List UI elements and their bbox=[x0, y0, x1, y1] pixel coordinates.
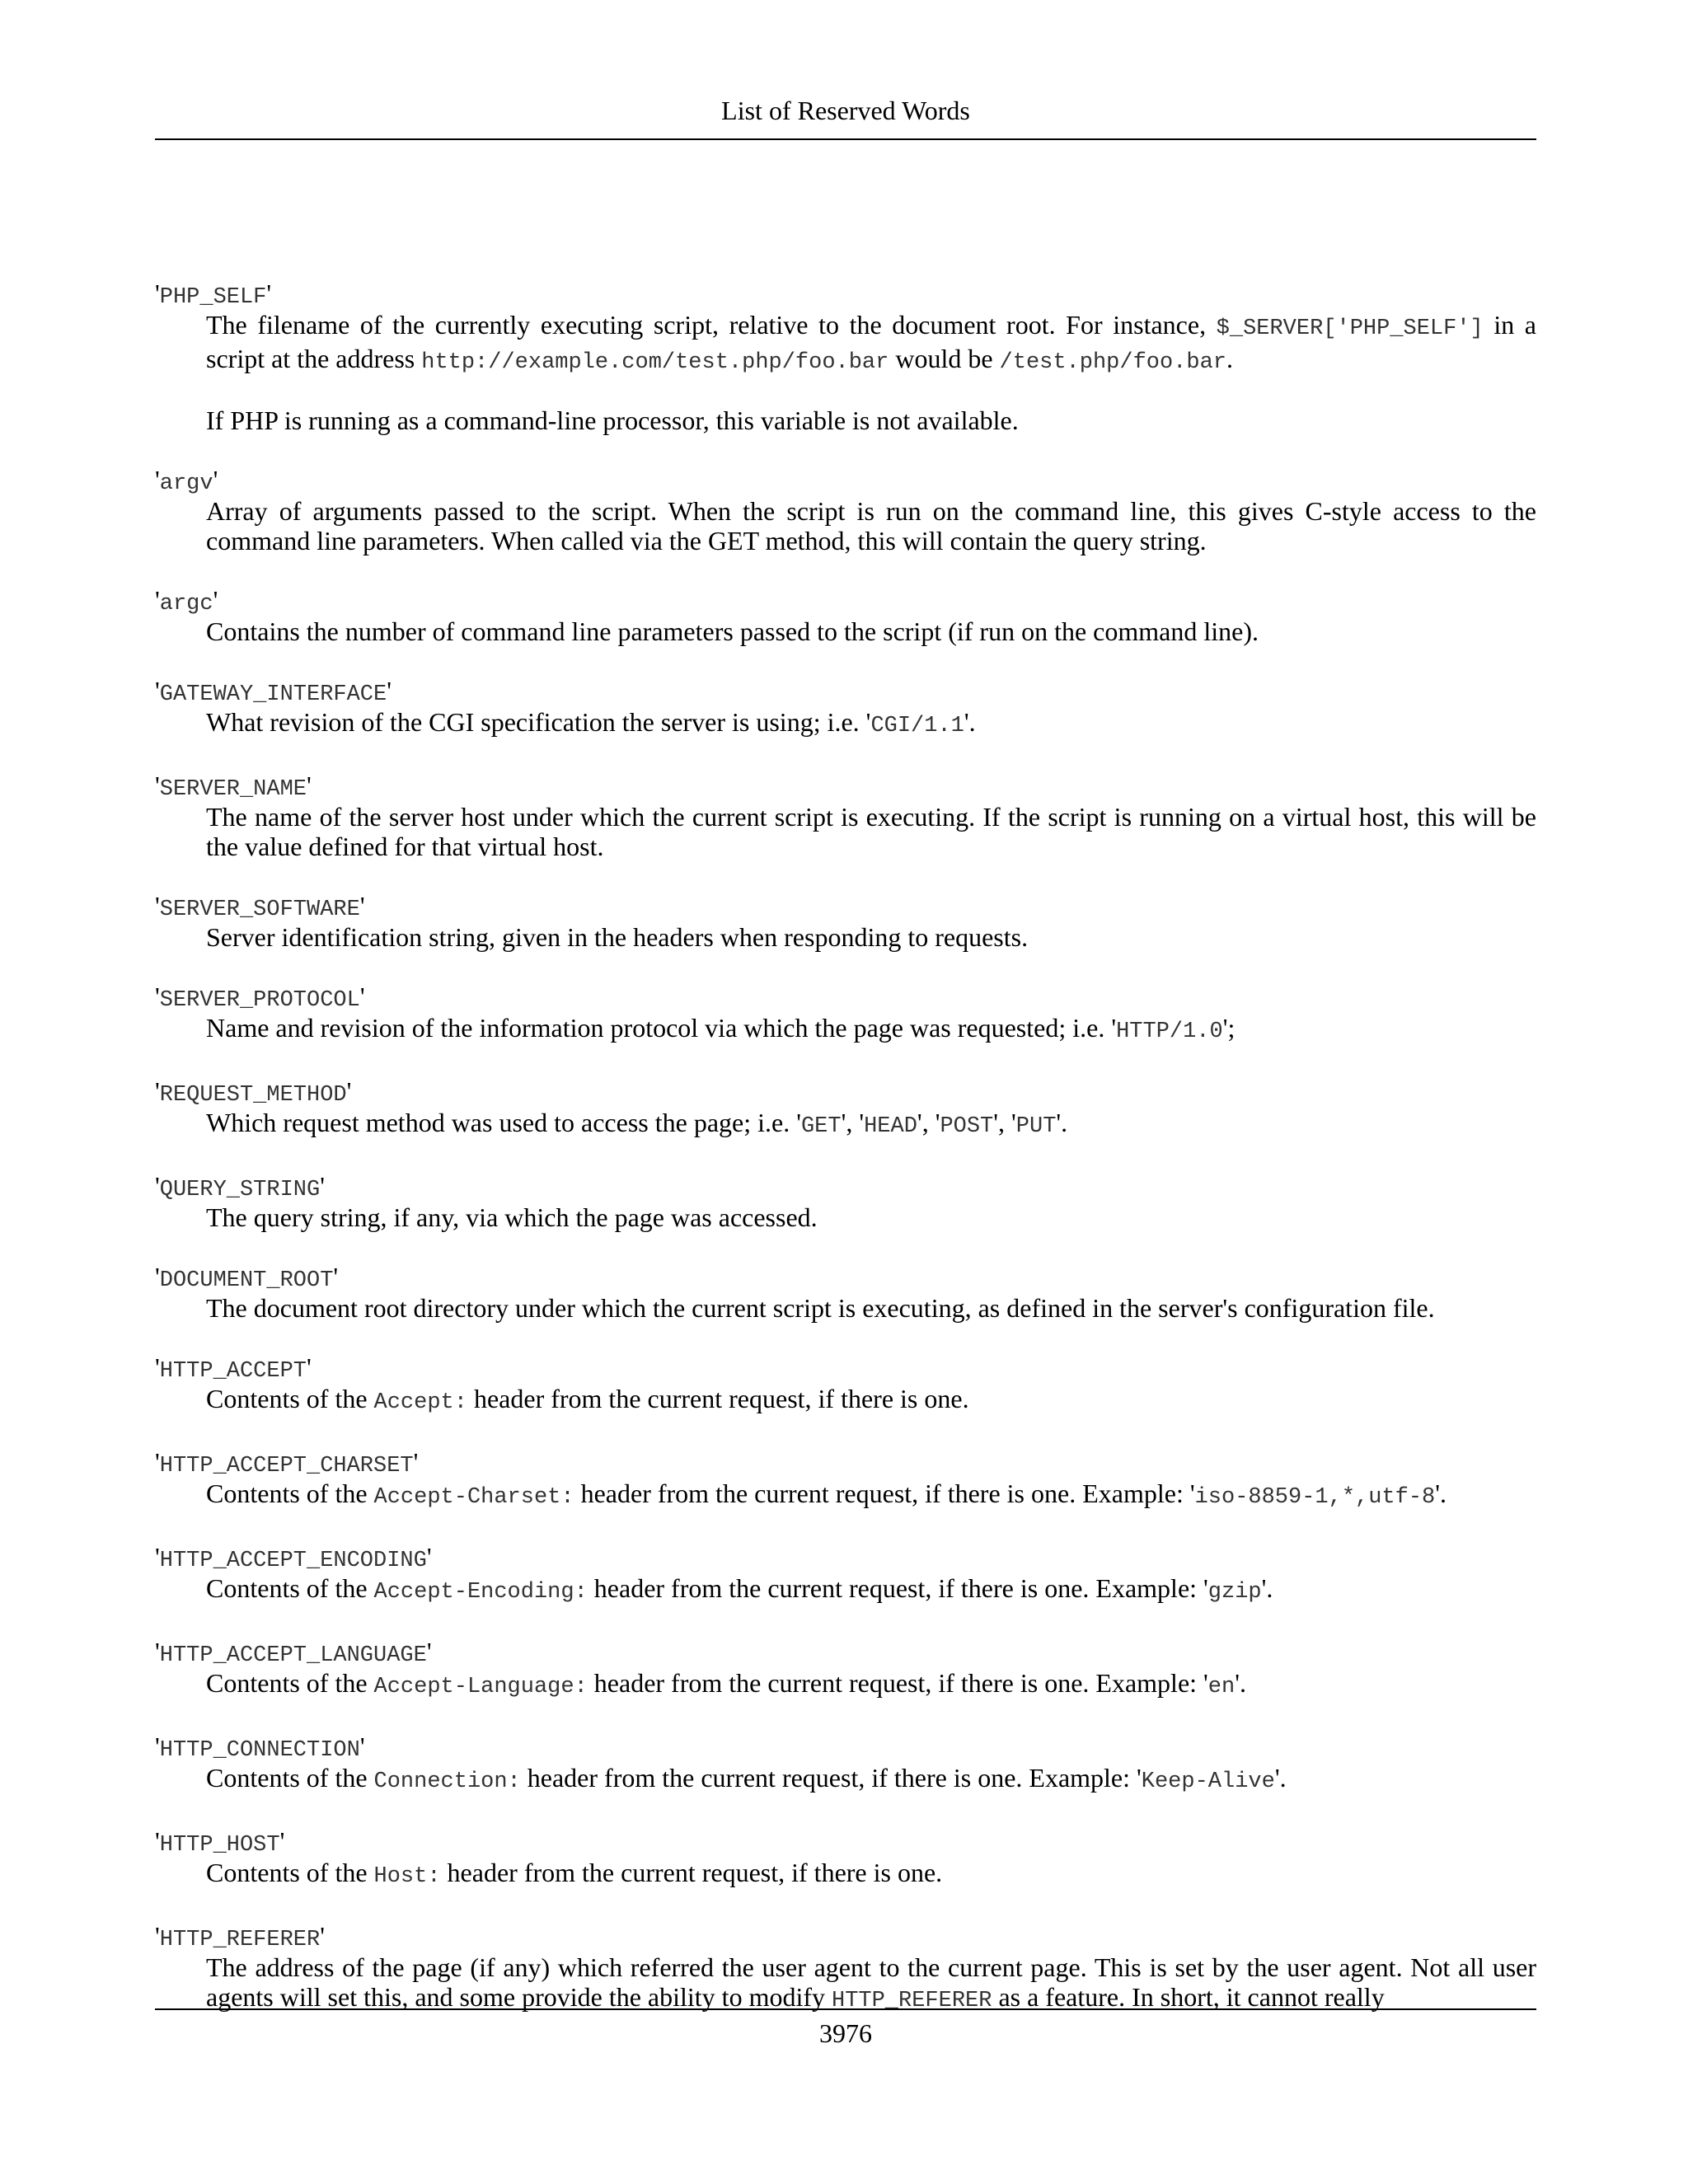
inline-code: POST bbox=[940, 1114, 994, 1139]
variable-entry bbox=[155, 1351, 1536, 1418]
inline-code: gzip bbox=[1207, 1580, 1262, 1605]
page-number: 3976 bbox=[819, 2018, 872, 2048]
inline-code: /test.php/foo.bar bbox=[999, 350, 1226, 375]
description-text: header from the current request, if there is one. bbox=[467, 1384, 969, 1413]
variable-description bbox=[206, 496, 1536, 555]
variable-entry bbox=[155, 674, 1536, 741]
inline-code: Host: bbox=[373, 1864, 441, 1889]
description-text: would be bbox=[889, 344, 1000, 373]
variable-name: SERVER_PROTOCOL bbox=[159, 988, 360, 1013]
description-text: ', ' bbox=[917, 1108, 940, 1137]
description-paragraph bbox=[206, 707, 1536, 741]
variable-description bbox=[206, 707, 1536, 741]
inline-code: Accept: bbox=[373, 1390, 467, 1415]
inline-code: CGI/1.1 bbox=[870, 714, 964, 738]
description-paragraph bbox=[206, 1763, 1536, 1797]
description-text: Array of arguments passed to the script. When the script is run on the command line, this gives C-style access to the command line parameters. When called via the GET method, this will contain the query string. bbox=[206, 496, 1536, 555]
description-paragraph bbox=[206, 310, 1536, 377]
description-text: ', ' bbox=[841, 1108, 865, 1137]
variable-name: argv bbox=[159, 471, 213, 496]
variable-name: HTTP_ACCEPT_CHARSET bbox=[159, 1454, 414, 1479]
variable-entry bbox=[155, 1730, 1536, 1797]
variable-term: 'HTTP_ACCEPT' bbox=[155, 1352, 312, 1384]
variable-entry bbox=[155, 1260, 1536, 1323]
description-text: Contents of the bbox=[206, 1668, 374, 1698]
inline-code: iso-8859-1,*,utf-8 bbox=[1194, 1485, 1436, 1510]
description-text: '. bbox=[1261, 1573, 1273, 1603]
variable-entry bbox=[155, 769, 1536, 861]
variable-description bbox=[206, 802, 1536, 861]
variable-description bbox=[206, 1763, 1536, 1797]
description-text: header from the current request, if there is one. bbox=[440, 1858, 943, 1887]
description-paragraph bbox=[206, 1384, 1536, 1418]
description-text: Which request method was used to access the page; i.e. ' bbox=[206, 1108, 801, 1137]
variable-description bbox=[206, 1293, 1536, 1323]
inline-code: GET bbox=[800, 1114, 842, 1139]
variable-term: 'argv' bbox=[155, 465, 218, 496]
description-text: '. bbox=[1056, 1108, 1068, 1137]
variable-term: 'HTTP_CONNECTION' bbox=[155, 1732, 365, 1763]
description-paragraph bbox=[206, 1013, 1536, 1047]
description-paragraph bbox=[206, 1202, 1536, 1232]
variable-term: 'PHP_SELF' bbox=[155, 279, 272, 310]
description-text: '. bbox=[1235, 1668, 1246, 1698]
variable-description bbox=[206, 1479, 1536, 1512]
variable-name: argc bbox=[159, 592, 213, 616]
variable-term: 'HTTP_ACCEPT_ENCODING' bbox=[155, 1542, 432, 1573]
description-paragraph bbox=[206, 1952, 1536, 2016]
description-text: '. bbox=[1435, 1479, 1447, 1508]
description-paragraph bbox=[206, 1479, 1536, 1512]
variable-name: REQUEST_METHOD bbox=[159, 1083, 347, 1108]
variable-description bbox=[206, 1952, 1536, 2016]
description-text: The document root directory under which the current script is executing, as defined in the server's configuration file. bbox=[206, 1293, 1435, 1323]
description-paragraph bbox=[206, 802, 1536, 861]
inline-code: Accept-Encoding: bbox=[373, 1580, 588, 1605]
description-text: Contents of the bbox=[206, 1573, 374, 1603]
variable-term: 'REQUEST_METHOD' bbox=[155, 1076, 352, 1108]
variable-term: 'DOCUMENT_ROOT' bbox=[155, 1262, 339, 1293]
description-text: ', ' bbox=[993, 1108, 1016, 1137]
variable-entry bbox=[155, 889, 1536, 952]
variable-name: HTTP_ACCEPT_LANGUAGE bbox=[159, 1643, 427, 1668]
variable-term: 'HTTP_ACCEPT_CHARSET' bbox=[155, 1447, 419, 1479]
description-text: Contents of the bbox=[206, 1479, 374, 1508]
description-text: Contents of the bbox=[206, 1763, 374, 1793]
variable-name: PHP_SELF bbox=[159, 285, 267, 310]
variable-description bbox=[206, 1573, 1536, 1607]
variable-description bbox=[206, 310, 1536, 435]
variable-entry bbox=[155, 583, 1536, 646]
variable-entry bbox=[155, 1635, 1536, 1702]
variable-entry bbox=[155, 980, 1536, 1047]
variable-description bbox=[206, 1668, 1536, 1702]
variable-description bbox=[206, 1384, 1536, 1418]
description-text: header from the current request, if there is one. Example: ' bbox=[520, 1763, 1142, 1793]
variable-term: 'HTTP_ACCEPT_LANGUAGE' bbox=[155, 1637, 432, 1668]
description-text: Contains the number of command line parameters passed to the script (if run on the command line). bbox=[206, 616, 1259, 646]
variable-name: HTTP_ACCEPT bbox=[159, 1359, 307, 1384]
description-text: header from the current request, if there is one. Example: ' bbox=[574, 1479, 1195, 1508]
variable-entry bbox=[155, 1075, 1536, 1141]
inline-code: HEAD bbox=[864, 1114, 917, 1139]
description-text: in a script at the address bbox=[206, 310, 1537, 373]
inline-code: $_SERVER['PHP_SELF'] bbox=[1216, 316, 1484, 341]
variable-entry bbox=[155, 1169, 1536, 1232]
description-text: Name and revision of the information protocol via which the page was requested; i.e. ' bbox=[206, 1013, 1117, 1043]
variable-name: HTTP_CONNECTION bbox=[159, 1738, 360, 1763]
variable-description bbox=[206, 1858, 1536, 1891]
variable-description bbox=[206, 1108, 1536, 1141]
variable-term: 'SERVER_PROTOCOL' bbox=[155, 982, 365, 1013]
running-title: List of Reserved Words bbox=[721, 96, 970, 125]
description-text: header from the current request, if there is one. Example: ' bbox=[587, 1668, 1208, 1698]
description-paragraph bbox=[206, 1668, 1536, 1702]
description-text: '. bbox=[1274, 1763, 1287, 1793]
variable-name: DOCUMENT_ROOT bbox=[159, 1268, 334, 1293]
variable-entry bbox=[155, 1825, 1536, 1891]
inline-code: Accept-Language: bbox=[373, 1675, 588, 1699]
description-text: '; bbox=[1222, 1013, 1236, 1043]
variable-entry bbox=[155, 1919, 1536, 2016]
description-text: . bbox=[1226, 344, 1233, 373]
variable-entry bbox=[155, 1540, 1536, 1607]
inline-code: Keep-Alive bbox=[1141, 1769, 1275, 1794]
variable-description bbox=[206, 922, 1536, 952]
variable-entry bbox=[155, 1446, 1536, 1512]
description-paragraph bbox=[206, 922, 1536, 952]
variable-term: 'GATEWAY_INTERFACE' bbox=[155, 676, 392, 707]
inline-code: http://example.com/test.php/foo.bar bbox=[421, 350, 889, 375]
description-text: If PHP is running as a command-line processor, this variable is not available. bbox=[206, 405, 1019, 435]
description-paragraph bbox=[206, 1858, 1536, 1891]
description-text: Contents of the bbox=[206, 1858, 374, 1887]
description-paragraph bbox=[206, 1293, 1536, 1323]
variable-term: 'SERVER_SOFTWARE' bbox=[155, 891, 365, 922]
description-paragraph bbox=[206, 616, 1536, 646]
description-text: header from the current request, if there is one. Example: ' bbox=[587, 1573, 1208, 1603]
description-text: Contents of the bbox=[206, 1384, 374, 1413]
variable-name: HTTP_ACCEPT_ENCODING bbox=[159, 1549, 427, 1573]
variable-term: 'SERVER_NAME' bbox=[155, 771, 312, 802]
description-text: '. bbox=[964, 707, 976, 737]
inline-code: HTTP_REFERER bbox=[832, 1989, 992, 2013]
description-text: What revision of the CGI specification the server is using; i.e. ' bbox=[206, 707, 871, 737]
variable-term: 'HTTP_REFERER' bbox=[155, 1921, 325, 1952]
variable-description bbox=[206, 1202, 1536, 1232]
description-paragraph bbox=[206, 1108, 1536, 1141]
variable-name: QUERY_STRING bbox=[159, 1178, 321, 1202]
description-text: The query string, if any, via which the page was accessed. bbox=[206, 1202, 818, 1232]
variable-term: 'QUERY_STRING' bbox=[155, 1171, 325, 1202]
variable-entry bbox=[155, 463, 1536, 555]
inline-code: en bbox=[1207, 1675, 1236, 1699]
variable-term: 'argc' bbox=[155, 585, 218, 616]
inline-code: Accept-Charset: bbox=[373, 1485, 574, 1510]
inline-code: HTTP/1.0 bbox=[1116, 1019, 1223, 1044]
description-paragraph bbox=[206, 1573, 1536, 1607]
variable-entry bbox=[155, 277, 1536, 435]
description-text: The filename of the currently executing script, relative to the document root. For instance, bbox=[206, 310, 1217, 340]
variable-description bbox=[206, 1013, 1536, 1047]
inline-code: PUT bbox=[1015, 1114, 1057, 1139]
description-text: The address of the page (if any) which referred the user agent to the current page. This is set by the user agent. Not all user agents will set this, and some provide the ability to modify bbox=[206, 1952, 1536, 2012]
variable-list bbox=[155, 277, 1536, 2044]
description-text: The name of the server host under which the current script is executing. If the script is running on a virtual host, this will be the value defined for that virtual host. bbox=[206, 802, 1536, 861]
variable-term: 'HTTP_HOST' bbox=[155, 1826, 285, 1858]
page-footer bbox=[155, 2008, 1536, 2050]
description-paragraph bbox=[206, 496, 1536, 555]
description-text: Server identification string, given in the headers when responding to requests. bbox=[206, 922, 1029, 952]
variable-name: SERVER_NAME bbox=[159, 777, 307, 802]
variable-name: HTTP_HOST bbox=[159, 1833, 280, 1858]
variable-name: SERVER_SOFTWARE bbox=[159, 898, 360, 922]
variable-name: GATEWAY_INTERFACE bbox=[159, 682, 387, 707]
variable-name: HTTP_REFERER bbox=[159, 1928, 321, 1952]
description-paragraph bbox=[206, 405, 1536, 435]
page-header bbox=[155, 92, 1536, 140]
inline-code: Connection: bbox=[373, 1769, 521, 1794]
description-text: as a feature. In short, it cannot really bbox=[992, 1982, 1385, 2012]
variable-description bbox=[206, 616, 1536, 646]
